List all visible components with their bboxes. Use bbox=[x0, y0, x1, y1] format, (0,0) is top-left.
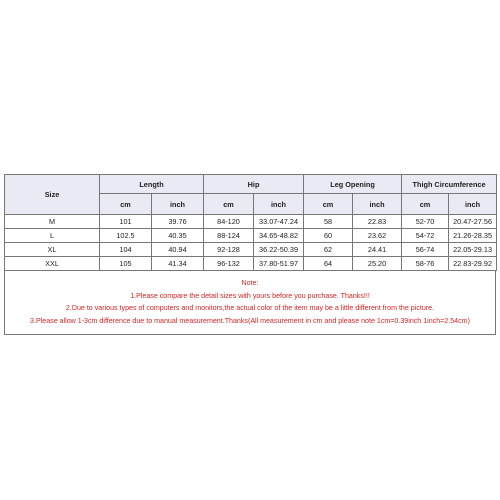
unit-header: inch bbox=[449, 194, 497, 215]
table-cell: 52-70 bbox=[402, 215, 449, 229]
table-cell: 101 bbox=[100, 215, 152, 229]
table-cell: 84-120 bbox=[204, 215, 254, 229]
table-cell: 54-72 bbox=[402, 229, 449, 243]
note-line: 1.Please compare the detail sizes with yours before you purchase. Thanks!!! bbox=[130, 291, 370, 300]
table-row bbox=[5, 215, 497, 229]
table-cell: 56-74 bbox=[402, 243, 449, 257]
notes-title: Note: bbox=[241, 279, 259, 287]
table-row bbox=[5, 229, 497, 243]
table-cell: 36.22-50.39 bbox=[254, 243, 304, 257]
table-cell: 105 bbox=[100, 257, 152, 271]
table-cell: 22.83-29.92 bbox=[449, 257, 497, 271]
table-cell: 22.05-29.13 bbox=[449, 243, 497, 257]
notes-box bbox=[4, 271, 496, 335]
table-cell: 88-124 bbox=[204, 229, 254, 243]
table-cell: 22.83 bbox=[353, 215, 402, 229]
table-cell: 104 bbox=[100, 243, 152, 257]
table-cell: 40.94 bbox=[152, 243, 204, 257]
unit-header: cm bbox=[304, 194, 353, 215]
size-column-header: Size bbox=[5, 175, 100, 215]
size-chart bbox=[4, 174, 496, 335]
length-header: Length bbox=[100, 175, 204, 194]
leg-opening-header: Leg Opening bbox=[304, 175, 402, 194]
size-cell: XXL bbox=[5, 257, 100, 271]
table-cell: 60 bbox=[304, 229, 353, 243]
table-cell: 58-76 bbox=[402, 257, 449, 271]
unit-header: cm bbox=[100, 194, 152, 215]
table-cell: 62 bbox=[304, 243, 353, 257]
table-cell: 92-128 bbox=[204, 243, 254, 257]
table-cell: 20.47-27.56 bbox=[449, 215, 497, 229]
unit-header: inch bbox=[152, 194, 204, 215]
size-cell: M bbox=[5, 215, 100, 229]
table-cell: 96-132 bbox=[204, 257, 254, 271]
table-cell: 23.62 bbox=[353, 229, 402, 243]
table-cell: 41.34 bbox=[152, 257, 204, 271]
note-line: 2.Due to various types of computers and monitors,the actual color of the item may be a little different from the picture. bbox=[65, 304, 435, 312]
table-cell: 39.76 bbox=[152, 215, 204, 229]
thigh-circumference-header: Thigh Circumference bbox=[402, 175, 497, 194]
table-cell: 24.41 bbox=[353, 243, 402, 257]
size-cell: XL bbox=[5, 243, 100, 257]
table-cell: 102.5 bbox=[100, 229, 152, 243]
table-row bbox=[5, 243, 497, 257]
table-cell: 34.65-48.82 bbox=[254, 229, 304, 243]
table-cell: 21.26-28.35 bbox=[449, 229, 497, 243]
size-cell: L bbox=[5, 229, 100, 243]
table-cell: 33.07-47.24 bbox=[254, 215, 304, 229]
unit-header: inch bbox=[254, 194, 304, 215]
unit-header: inch bbox=[353, 194, 402, 215]
unit-header: cm bbox=[204, 194, 254, 215]
table-cell: 37.80-51.97 bbox=[254, 257, 304, 271]
table-cell: 64 bbox=[304, 257, 353, 271]
unit-header: cm bbox=[402, 194, 449, 215]
note-line: 3.Please allow 1-3cm difference due to manual measurement.Thanks(All measurement in cm and please note 1cm=0.39inch 1inch=2.54cm) bbox=[30, 316, 470, 325]
size-table bbox=[4, 174, 497, 271]
table-cell: 58 bbox=[304, 215, 353, 229]
table-cell: 25.20 bbox=[353, 257, 402, 271]
table-row bbox=[5, 257, 497, 271]
hip-header: Hip bbox=[204, 175, 304, 194]
table-cell: 40.35 bbox=[152, 229, 204, 243]
